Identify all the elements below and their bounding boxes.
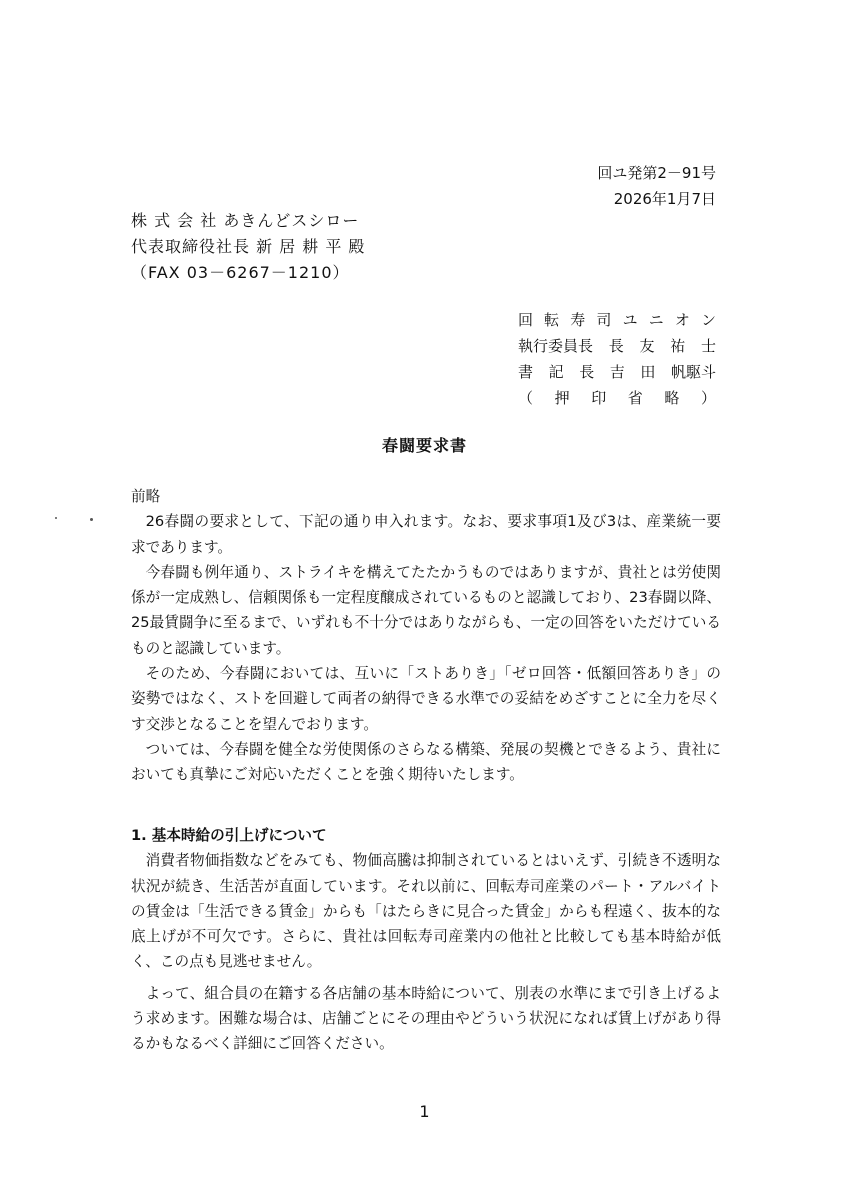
sender-secretary-name-char: 帆駆斗 — [670, 363, 716, 381]
section-basic-hourly-wage — [131, 823, 721, 1057]
sender-org-char: 司 — [596, 311, 612, 329]
sender-secretary-title-char: 書 — [518, 363, 534, 381]
seal-note-char: 省 — [627, 389, 643, 407]
sender-secretary — [518, 359, 716, 385]
addressee-fax: （FAX 03－6267－1210） — [131, 263, 350, 282]
scan-speck — [90, 518, 93, 521]
sender-org-char: ン — [700, 311, 716, 329]
sender-seal-note — [518, 385, 716, 411]
sender-org-char: 回 — [518, 311, 534, 329]
document-body — [131, 484, 721, 788]
sender-org-char: オ — [674, 311, 690, 329]
body-paragraph: 26春闘の要求として、下記の通り申入れます。なお、要求事項1及び3は、産業統一要求であります。 — [131, 513, 721, 556]
body-paragraph: そのため、今春闘においては、互いに「ストありき」「ゼロ回答・低額回答ありき」の姿勢ではなく、ストを回避して両者の納得できる水準での妥結をめざすことに全力を尽くす交渉となることを望んでおります。 — [131, 665, 721, 733]
section-paragraph: よって、組合員の在籍する各店舗の基本時給について、別表の水準にまで引き上げるよう求めます。困難な場合は、店舗ごとにその理由やどういう状況になれば賃上げがあり得るかもなるべく詳細にご回答ください。 — [131, 984, 721, 1053]
sender-secretary-name-char: 田 — [640, 363, 656, 381]
sender-org-char: ニ — [648, 311, 664, 329]
section-paragraph: 消費者物価指数などをみても、物価高騰は抑制されているとはいえず、引続き不透明な状況が続き、生活苦が直面しています。それ以前に、回転寿司産業のパート・アルバイトの賃金は「生活できる賃金」からも「はたらきに見合った賃金」からも程遠く、抜本的な底上げが不可欠です。さらに、貴社は回転寿司産業内の他社と比較しても基本時給が低く、この点も見逃せません。 — [131, 852, 721, 971]
sender-secretary-name-char: 吉 — [609, 363, 625, 381]
seal-note-char: （ — [518, 389, 534, 407]
body-paragraph: 今春闘も例年通り、ストライキを構えてたたかうものではありますが、貴社とは労使関係が一定成熟し、信頼関係も一定程度醸成されているものと認識しており、23春闘以降、25最賃闘争に至るまで、いずれも不十分ではありながらも、一定の回答をいただけているものと認識しています。 — [131, 563, 721, 657]
sender-block — [518, 307, 716, 411]
greeting: 前略 — [131, 488, 161, 505]
document-date: 2026年1月7日 — [613, 190, 716, 208]
seal-note-char: 押 — [554, 389, 570, 407]
addressee-representative: 代表取締役社長 新 居 耕 平 殿 — [131, 237, 366, 256]
sender-org-char: 転 — [544, 311, 560, 329]
sender-chair-name-char: 士 — [700, 337, 716, 355]
scan-speck — [55, 517, 57, 519]
sender-chair-title: 執行委員長 — [518, 337, 594, 355]
addressee-block — [131, 208, 365, 286]
sender-secretary-title-char: 長 — [579, 363, 595, 381]
sender-secretary-title-char: 記 — [548, 363, 564, 381]
sender-organization — [518, 307, 716, 333]
sender-chair-name-char: 長 — [608, 337, 624, 355]
seal-note-char: 略 — [664, 389, 680, 407]
sender-chair-name-char: 友 — [639, 337, 655, 355]
document-title: 春闘要求書 — [381, 436, 467, 455]
section-heading: 1. 基本時給の引上げについて — [131, 827, 327, 844]
sender-chair-name-char: 祐 — [670, 337, 686, 355]
document-number: 回ユ発第2－91号 — [597, 164, 716, 182]
sender-org-char: 寿 — [570, 311, 586, 329]
body-paragraph: ついては、今春闘を健全な労使関係のさらなる構築、発展の契機とできるよう、貴社においても真摯にご対応いただくことを強く期待いたします。 — [131, 740, 721, 784]
seal-note-char: ） — [700, 389, 716, 407]
document-header-reference — [597, 160, 716, 212]
page-number: 1 — [419, 1102, 430, 1121]
seal-note-char: 印 — [591, 389, 607, 407]
sender-org-char: ユ — [622, 311, 638, 329]
sender-chair — [518, 333, 716, 359]
addressee-company: 株 式 会 社 あきんどスシロー — [131, 211, 360, 230]
